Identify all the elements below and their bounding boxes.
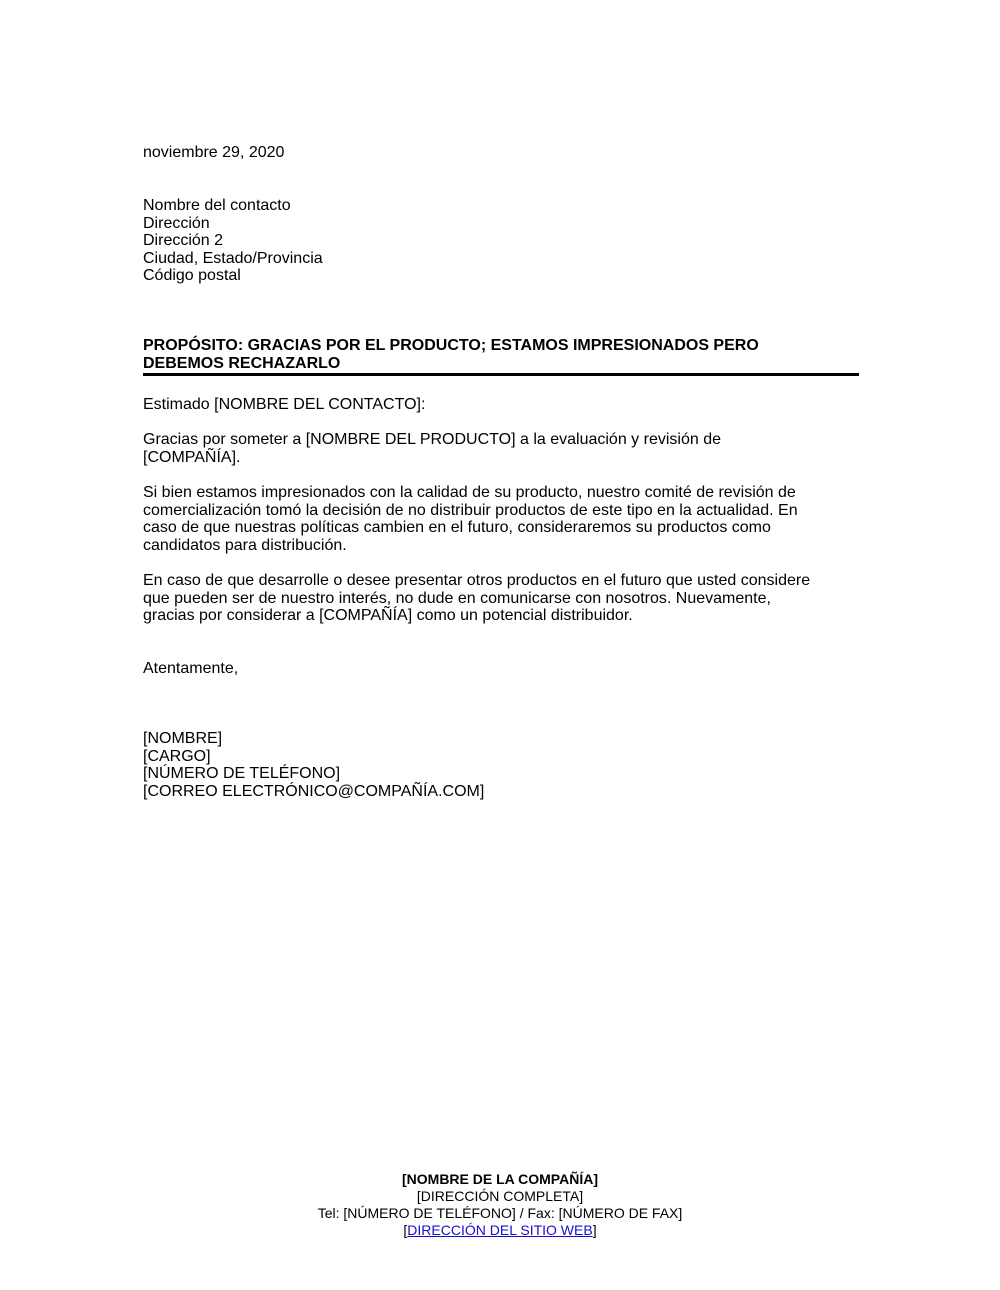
paragraph-3 — [143, 572, 863, 625]
paragraph-1 — [143, 431, 863, 466]
recipient-city-state: Ciudad, Estado/Provincia — [143, 249, 323, 267]
footer-company-name: [NOMBRE DE LA COMPAÑÍA] — [402, 1171, 598, 1187]
footer-website — [0, 1222, 1000, 1239]
letterhead-footer — [0, 1171, 1000, 1239]
paragraph-1-line: [COMPAÑÍA]. — [143, 448, 241, 466]
paragraph-2-line: candidatos para distribución. — [143, 536, 347, 554]
paragraph-3-line: En caso de que desarrolle o desee presentar otros productos en el futuro que usted considere — [143, 572, 811, 589]
paragraph-1-line: Gracias por someter a [NOMBRE DEL PRODUCTO] a la evaluación y revisión de — [143, 431, 721, 448]
paragraph-2-line: comercialización tomó la decisión de no distribuir productos de este tipo en la actualidad. En — [143, 501, 798, 519]
letter-date: noviembre 29, 2020 — [143, 144, 285, 161]
footer-address: [DIRECCIÓN COMPLETA] — [416, 1188, 584, 1204]
paragraph-2 — [143, 484, 863, 554]
paragraph-2-line: caso de que nuestras políticas cambien en el futuro, consideraremos su productos como — [143, 519, 771, 537]
bracket-close: ] — [592, 1222, 597, 1238]
recipient-address-line-2: Dirección 2 — [143, 232, 224, 250]
recipient-address — [143, 197, 863, 285]
recipient-postal-code: Código postal — [143, 267, 241, 285]
paragraph-3-line: gracias por considerar a [COMPAÑÍA] como un potencial distribuidor. — [143, 607, 633, 625]
signature-email: [CORREO ELECTRÓNICO@COMPAÑÍA.COM] — [143, 782, 485, 800]
closing: Atentamente, — [143, 660, 239, 677]
paragraph-2-line: Si bien estamos impresionados con la calidad de su producto, nuestro comité de revisión de — [143, 484, 796, 501]
signature-title: [CARGO] — [143, 747, 211, 765]
subject-line-1: PROPÓSITO: GRACIAS POR EL PRODUCTO; ESTAMOS IMPRESIONADOS PERO — [143, 337, 759, 354]
salutation: Estimado [NOMBRE DEL CONTACTO]: — [143, 396, 426, 413]
recipient-address-line-1: Dirección — [143, 214, 210, 232]
subject-divider — [143, 373, 859, 376]
signature-name: [NOMBRE] — [143, 730, 223, 747]
bracket-open: [ — [403, 1222, 408, 1238]
paragraph-3-line: que pueden ser de nuestro interés, no dude en comunicarse con nosotros. Nuevamente, — [143, 589, 771, 607]
signature-block — [143, 730, 863, 800]
website-link[interactable]: DIRECCIÓN DEL SITIO WEB — [407, 1222, 593, 1238]
recipient-name: Nombre del contacto — [143, 197, 291, 214]
subject-heading — [143, 337, 859, 372]
signature-phone: [NÚMERO DE TELÉFONO] — [143, 765, 341, 783]
subject-line-2: DEBEMOS RECHAZARLO — [143, 354, 341, 372]
footer-phone-fax: Tel: [NÚMERO DE TELÉFONO] / Fax: [NÚMERO DE FAX] — [317, 1205, 683, 1221]
